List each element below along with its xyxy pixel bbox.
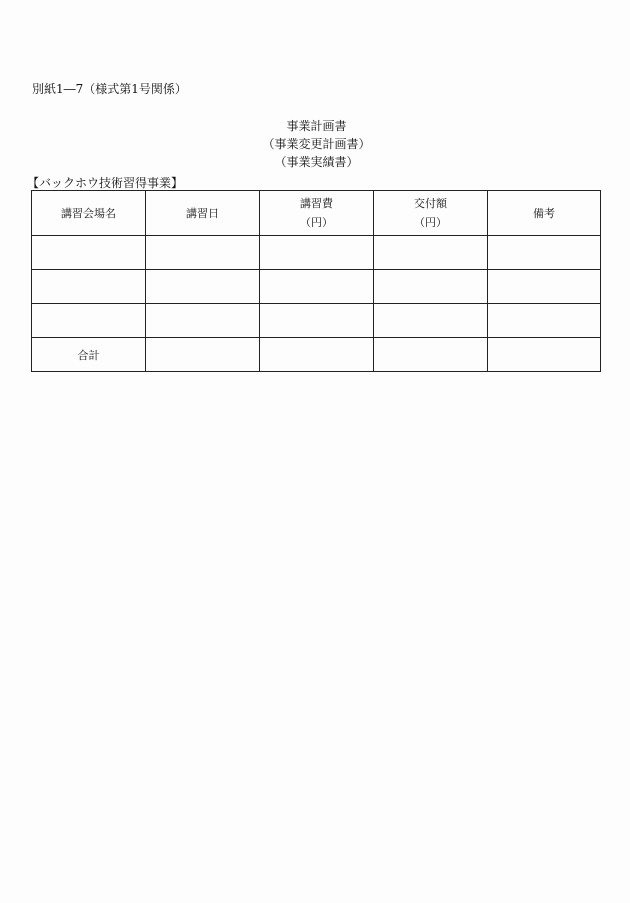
cell-grant[interactable] bbox=[374, 236, 488, 270]
document-title: 事業計画書 bbox=[286, 119, 347, 133]
document-title-alt-change: （事業変更計画書） bbox=[262, 137, 371, 151]
cell-date[interactable] bbox=[146, 236, 260, 270]
form-reference: 別紙1―7（様式第1号関係） bbox=[32, 82, 187, 96]
header-grant-label: 交付額 bbox=[414, 197, 447, 210]
total-fee[interactable] bbox=[260, 338, 374, 372]
document-titles bbox=[0, 117, 630, 171]
cell-remarks[interactable] bbox=[488, 236, 601, 270]
header-remarks: 備考 bbox=[488, 191, 601, 236]
table-row bbox=[32, 304, 601, 338]
total-date[interactable] bbox=[146, 338, 260, 372]
header-fee-unit: （円） bbox=[300, 216, 333, 229]
table-row bbox=[32, 270, 601, 304]
header-grant-unit: （円） bbox=[414, 216, 447, 229]
total-row bbox=[32, 338, 601, 372]
document-title-alt-results: （事業実績書） bbox=[274, 155, 359, 169]
section-label: 【バックホウ技術習得事業】 bbox=[27, 176, 184, 190]
cell-remarks[interactable] bbox=[488, 304, 601, 338]
cell-venue[interactable] bbox=[32, 236, 146, 270]
header-fee bbox=[260, 191, 374, 236]
header-fee-label: 講習費 bbox=[300, 197, 333, 210]
header-date: 講習日 bbox=[146, 191, 260, 236]
cell-date[interactable] bbox=[146, 270, 260, 304]
table-row bbox=[32, 236, 601, 270]
plan-table bbox=[31, 190, 601, 372]
cell-venue[interactable] bbox=[32, 270, 146, 304]
cell-venue[interactable] bbox=[32, 304, 146, 338]
cell-fee[interactable] bbox=[260, 236, 374, 270]
header-row bbox=[32, 191, 601, 236]
header-grant bbox=[374, 191, 488, 236]
cell-date[interactable] bbox=[146, 304, 260, 338]
cell-grant[interactable] bbox=[374, 270, 488, 304]
cell-fee[interactable] bbox=[260, 304, 374, 338]
total-label: 合計 bbox=[32, 338, 146, 372]
cell-grant[interactable] bbox=[374, 304, 488, 338]
cell-fee[interactable] bbox=[260, 270, 374, 304]
total-grant[interactable] bbox=[374, 338, 488, 372]
cell-remarks[interactable] bbox=[488, 270, 601, 304]
header-venue: 講習会場名 bbox=[32, 191, 146, 236]
total-remarks[interactable] bbox=[488, 338, 601, 372]
